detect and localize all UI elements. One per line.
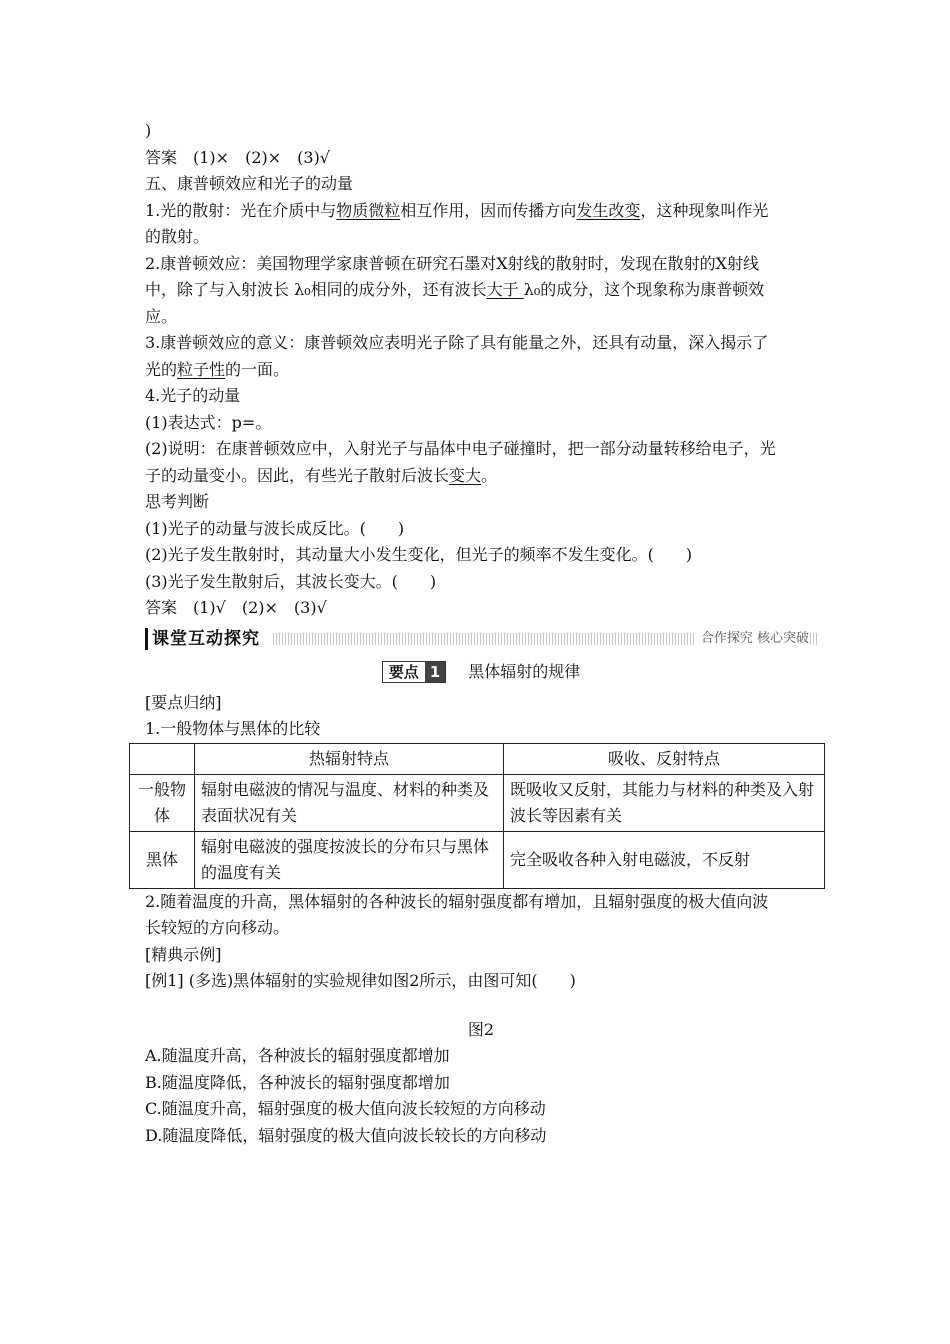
paren-line: ) — [145, 121, 152, 140]
keypoint-badge: 要点 1 — [382, 661, 446, 683]
paragraph-compton: 2.康普顿效应：美国物理学家康普顿在研究石墨对X射线的散射时，发现在散射的X射线 — [145, 253, 760, 273]
paragraph-significance: 3.康普顿效应的意义：康普顿效应表明光子除了具有能量之外，还具有动量，深入揭示了 — [145, 333, 769, 352]
point-2: 2.随着温度的升高，黑体辐射的各种波长的辐射强度都有增加，且辐射强度的极大值向波 — [145, 891, 769, 911]
table-row — [130, 774, 825, 831]
answer-line: 答案 (1)× (2)× (3)√ — [145, 147, 331, 167]
keypoint-number: 1 — [425, 662, 445, 682]
example-heading: [精典示例] — [145, 944, 222, 964]
table-cell: 辐射电磁波的强度按波长的分布只与黑体的温度有关 — [195, 831, 504, 888]
think-item: (3)光子发生散射后，其波长变大。( ) — [145, 571, 437, 591]
table-cell: 一般物体 — [130, 774, 195, 831]
blank-answer: 大于 — [486, 280, 524, 299]
table-cell: 黑体 — [130, 831, 195, 888]
compare-heading: 1.一般物体与黑体的比较 — [145, 719, 321, 738]
blank-answer: 变大 — [449, 465, 482, 485]
table-cell: 既吸收又反射，其能力与材料的种类及入射波长等因素有关 — [504, 774, 825, 831]
keypoint-title: 黑体辐射的规律 — [468, 662, 581, 681]
table-cell: 辐射电磁波的情况与温度、材料的种类及表面状况有关 — [195, 774, 504, 831]
option-c: C.随温度升高，辐射强度的极大值向波长较短的方向移动 — [145, 1099, 546, 1118]
blank-answer: 物质微粒 — [336, 200, 401, 220]
paragraph-explanation: (2)说明：在康普顿效应中，入射光子与晶体中电子碰撞时，把一部分动量转移给电子，光 — [145, 439, 776, 458]
table-header-cell — [130, 743, 195, 774]
banner-subtitle: 合作探究 核心突破 — [695, 628, 809, 650]
blank-answer: 粒子性 — [177, 359, 226, 379]
table-cell: 完全吸收各种入射电磁波，不反射 — [504, 831, 825, 888]
document-page: ) 答案 (1)× (2)× (3)√ 五、康普顿效应和光子的动量 1.光的散射：光在介质中与物质微粒相互作用，因而传播方向发生改变，这种现象叫作光 的散射。 2.康普顿效应：美国物理学家康普顿在研究石墨对X射线的散射时，发现在散射的X射线 中，除了与入射波长 λ₀相同的成分外，还有波长大于 λ₀的成分，这个现象称为康普顿效 应。 3.康普顿效应的意义：康普顿效应表明光子除了具有能量之外，还具有动量，深入揭示了 光的粒子性的一面。 4.光子的动量 (1)表达式：p=。 (2)说明：在康普顿效应中，入射光子与晶体中电子碰撞时，把一部分动量转移给电子，光 子的动量变小。因此，有些光子散射后波长变大。 思考判断 (1)光子的动量与波长成反比。( ) (2)光子发生散射时，其动量大小发生变化，但光子的频率不发生变化。( ) (3)光子发生散射后，其波长变大。( ) 答案 (1)√ (2)× (3)√ 课堂互动探究 合作探究 核心突破 要点 1 黑体辐射的规律 [要点归纳] 1.一般物体与黑体的比较 热辐射特点 吸收、反射特点 一般物体 辐射电磁波的情况与温度、材料的种类及表面状况有关 既吸收又反射，其能力与材料的种类及入射波长等因素有关 黑体 辐射电磁波的强度按波长的分布只与黑体的温度有关 完全吸收各种入射电磁波，不反射 2.随着温度的升高，黑体辐射的各种波长的辐射强度都有增加，且辐射强度的极大值向波 长较短的方向移动。 [精典示例] [例1] (多选)黑体辐射的实验规律如图2所示，由图可知( ) 图2 A.随温度升高，各种波长的辐射强度都增加 B.随温度降低，各种波长的辐射强度都增加 C.随温度升高，辐射强度的极大值向波长较短的方向移动 D.随温度降低，辐射强度的极大值向波长较长的方向移动 — [145, 118, 817, 1149]
figure-caption: 图2 — [467, 1019, 495, 1039]
keypoint-header — [145, 658, 817, 686]
example-question: [例1] (多选)黑体辐射的实验规律如图2所示，由图可知( ) — [145, 971, 576, 990]
table-row — [130, 831, 825, 888]
option-b: B.随温度降低，各种波长的辐射强度都增加 — [145, 1072, 450, 1092]
option-a: A.随温度升高，各种波长的辐射强度都增加 — [145, 1046, 450, 1065]
banner-title: 课堂互动探究 — [145, 628, 266, 650]
option-d: D.随温度降低，辐射强度的极大值向波长较长的方向移动 — [145, 1125, 547, 1145]
summary-heading: [要点归纳] — [145, 692, 222, 712]
subheading-momentum: 4.光子的动量 — [145, 386, 241, 405]
section-banner — [145, 628, 817, 650]
table-header-cell: 吸收、反射特点 — [504, 743, 825, 774]
paragraph-scattering: 1.光的散射：光在介质中与物质微粒相互作用，因而传播方向发生改变，这种现象叫作光 — [145, 200, 769, 220]
table-header-row — [130, 743, 825, 774]
answer-line: 答案 (1)√ (2)× (3)√ — [145, 598, 327, 617]
blank-answer: 发生改变 — [576, 200, 641, 220]
think-heading: 思考判断 — [145, 492, 210, 511]
think-item: (2)光子发生散射时，其动量大小发生变化，但光子的频率不发生变化。( ) — [145, 545, 693, 564]
formula-line: (1)表达式：p=。 — [145, 412, 272, 432]
comparison-table — [129, 743, 825, 889]
section-heading: 五、康普顿效应和光子的动量 — [145, 174, 354, 193]
table-header-cell: 热辐射特点 — [195, 743, 504, 774]
think-item: (1)光子的动量与波长成反比。( ) — [145, 518, 405, 538]
